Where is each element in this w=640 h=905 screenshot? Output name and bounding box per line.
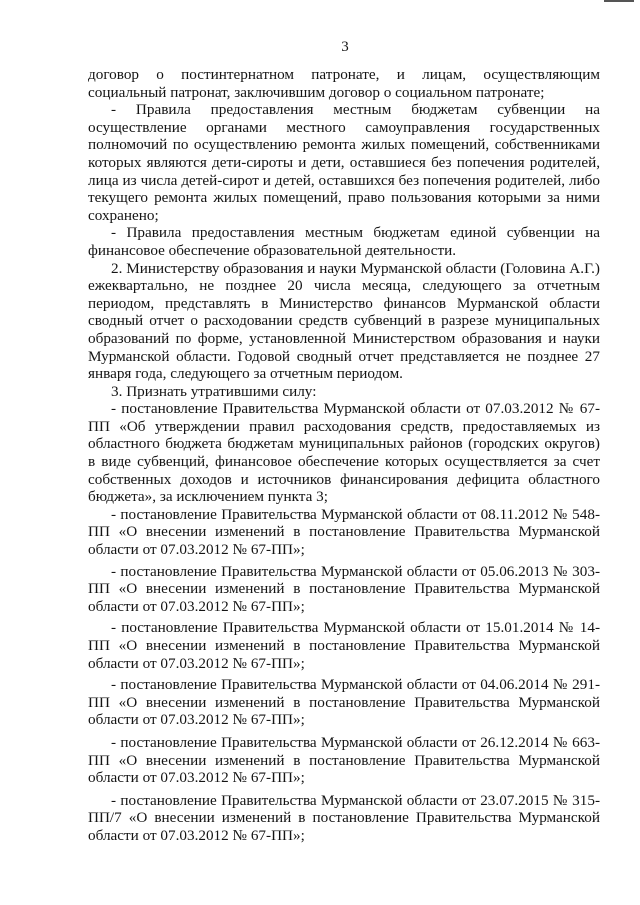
document-body: [88, 66, 600, 845]
paragraph-resolution-67: - постановление Правительства Мурманской области от 07.03.2012 № 67-ПП «Об утверждении правил расходования средств, предоставляемых из областного бюджета бюджетам муниципальных районов (городских округов) в виде субвенций, финансовое обеспечение которых осуществляется за счет собственных доходов и источников финансирования дефицита областного бюджета», за исключением пункта 3;: [88, 400, 600, 506]
page-number: 3: [341, 39, 349, 55]
paragraph-resolution-548: - постановление Правительства Мурманской области от 08.11.2012 № 548-ПП «О внесении изменений в постановление Правительства Мурманской области от 07.03.2012 № 67-ПП»;: [88, 505, 600, 559]
paragraph-resolution-303: - постановление Правительства Мурманской области от 05.06.2013 № 303-ПП «О внесении изменений в постановление Правительства Мурманской области от 07.03.2012 № 67-ПП»;: [88, 562, 600, 615]
paragraph-education-rules: - Правила предоставления местным бюджетам единой субвенции на финансовое обеспечение образовательной деятельности.: [88, 224, 600, 259]
paragraph-item-3: 3. Признать утратившими силу:: [111, 382, 317, 400]
paragraph-item-2: 2. Министерству образования и науки Мурманской области (Головина А.Г.) ежеквартально, не позднее 20 числа месяца, следующего за отчетным периодом, представлять в Министерство финансов Мурманской области сводный отчет о расходовании средств субвенций в разрезе муниципальных образований по форме, установленной Министерством образования и науки Мурманской области. Годовой сводный отчет представляется не позднее 27 января года, следующего за отчетным периодом.: [88, 259, 600, 383]
paragraph-repair-rules: - Правила предоставления местным бюджетам субвенции на осуществление органами местного самоуправления государственных полномочий по осуществлению ремонта жилых помещений, собственниками которых являются дети-сироты и дети, оставшиеся без попечения родителей, лица из числа детей-сирот и детей, оставшихся без попечения родителей, либо текущего ремонта жилых помещений, право пользования которыми за ними сохранено;: [88, 101, 600, 224]
scan-corner-mark: [604, 0, 634, 2]
paragraph-resolution-14: - постановление Правительства Мурманской области от 15.01.2014 № 14-ПП «О внесении изменений в постановление Правительства Мурманской области от 07.03.2012 № 67-ПП»;: [88, 619, 600, 672]
paragraph-continuation: договор о постинтернатном патронате, и лицам, осуществляющим социальный патронат, заключившим договор о социальном патронате;: [88, 66, 600, 101]
paragraph-resolution-291: - постановление Правительства Мурманской области от 04.06.2014 № 291-ПП «О внесении изменений в постановление Правительства Мурманской области от 07.03.2012 № 67-ПП»;: [88, 676, 600, 729]
paragraph-resolution-315: - постановление Правительства Мурманской области от 23.07.2015 № 315-ПП/7 «О внесении изменений в постановление Правительства Мурманской области от 07.03.2012 № 67-ПП»;: [88, 791, 600, 844]
paragraph-resolution-663: - постановление Правительства Мурманской области от 26.12.2014 № 663-ПП «О внесении изменений в постановление Правительства Мурманской области от 07.03.2012 № 67-ПП»;: [88, 733, 600, 787]
